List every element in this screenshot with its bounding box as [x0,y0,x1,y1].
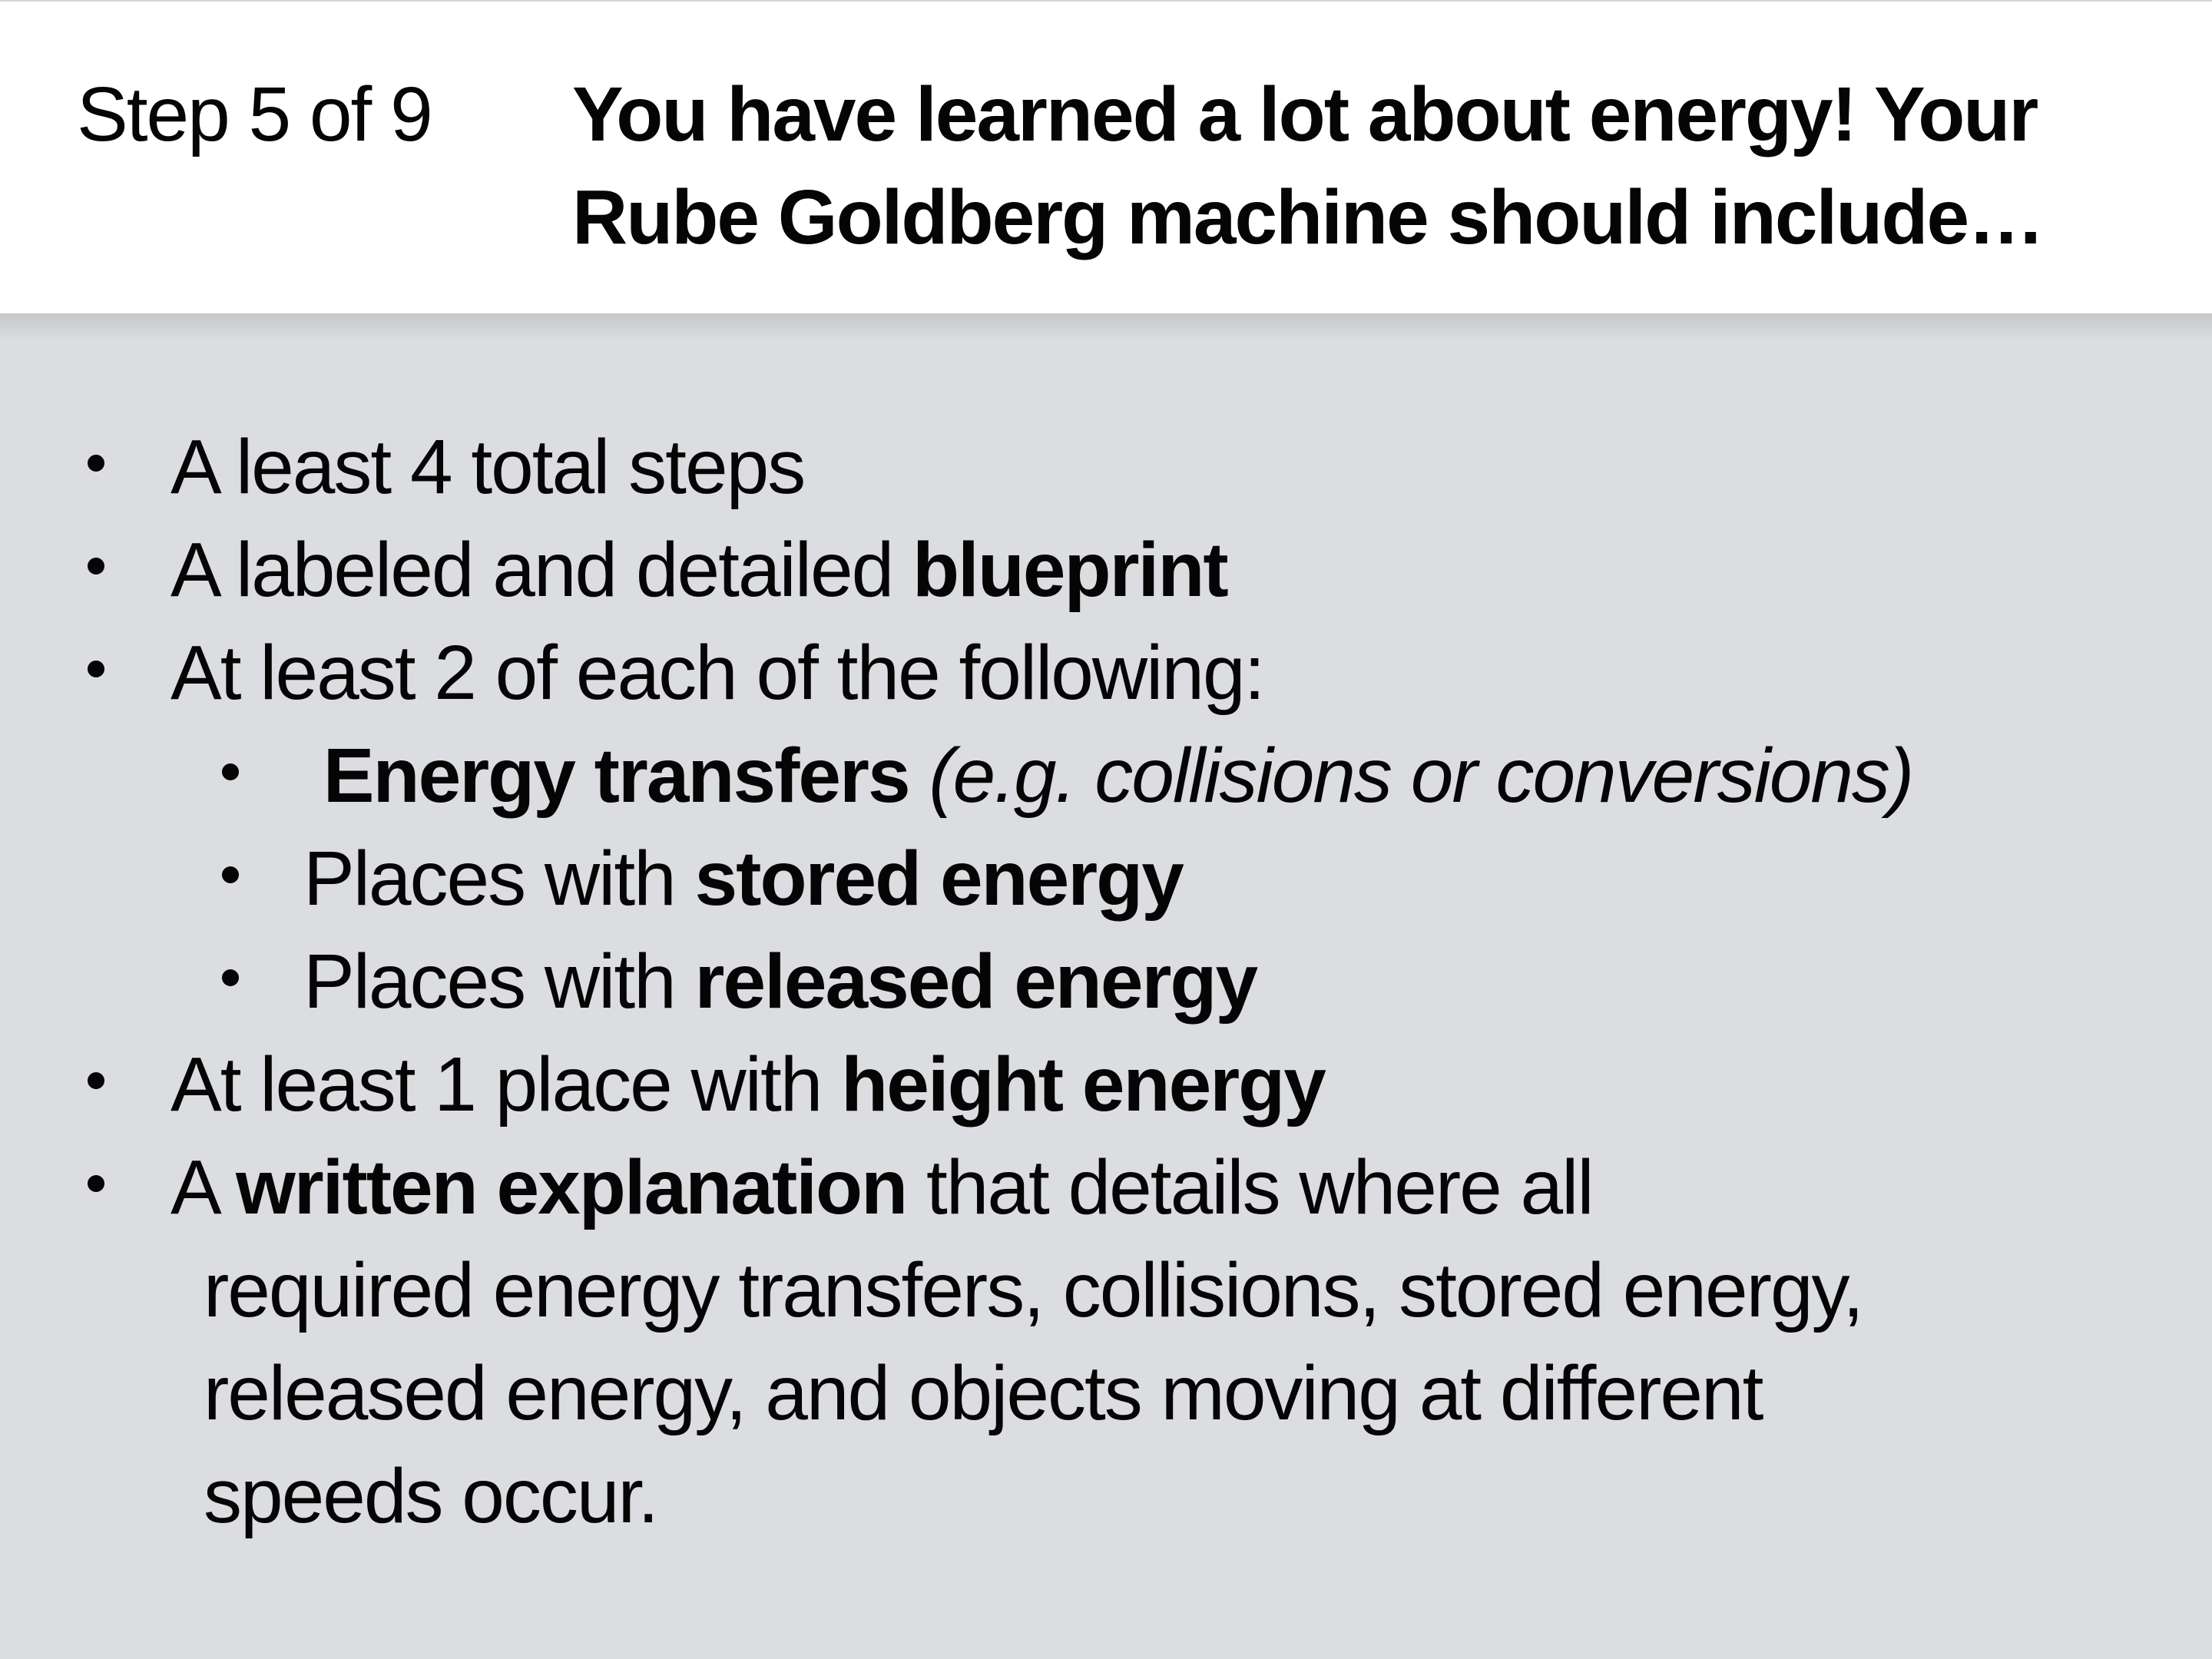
bullet-icon [88,661,104,677]
list-item-continuation [0,1445,2212,1548]
text-segment: speeds occur. [204,1453,658,1539]
slide-title [572,63,2043,269]
list-item [0,827,2212,930]
step-indicator: Step 5 of 9 [77,71,432,157]
text-segment: blueprint [912,527,1227,613]
list-item [0,1033,2212,1136]
bullet-icon [222,969,239,986]
text-segment: A [171,1144,236,1230]
list-item [0,724,2212,827]
slide-title-line: Rube Goldberg machine should include… [572,174,2044,260]
text-segment: A least 4 total steps [171,424,805,510]
text-segment: released energy, and objects moving at different [204,1350,1763,1436]
list-item [0,930,2212,1033]
text-segment [303,733,323,819]
bullet-icon [88,455,104,472]
text-segment: Places with [303,836,695,922]
bullet-icon [222,763,239,780]
text-segment: (e.g. collisions or conversions) [909,733,1913,819]
text-segment: released energy [694,939,1257,1025]
list-item-continuation [0,1239,2212,1342]
text-segment: height energy [841,1041,1325,1128]
top-divider [0,0,2212,2]
bullet-icon [88,1175,104,1192]
list-item [0,621,2212,724]
slide-title-line: You have learned a lot about energy! Your [572,71,2038,157]
list-item [0,1136,2212,1239]
requirements-bullet-list [0,313,2212,1659]
text-segment: Energy transfers [323,733,909,819]
text-segment: that details where all [906,1144,1593,1230]
list-item-continuation [0,1342,2212,1445]
bullet-icon [222,866,239,883]
text-segment: At least 1 place with [171,1041,842,1128]
list-item [0,416,2212,518]
text-segment: At least 2 of each of the following: [171,630,1264,716]
text-segment: Places with [303,939,695,1025]
text-segment: stored energy [694,836,1183,922]
bullet-icon [88,558,104,575]
text-segment: required energy transfers, collisions, stored energy, [204,1247,1863,1333]
bullet-icon [88,1072,104,1089]
step-header [0,0,2212,313]
text-segment: written explanation [235,1144,907,1230]
list-item [0,518,2212,621]
text-segment: A labeled and detailed [171,527,912,613]
